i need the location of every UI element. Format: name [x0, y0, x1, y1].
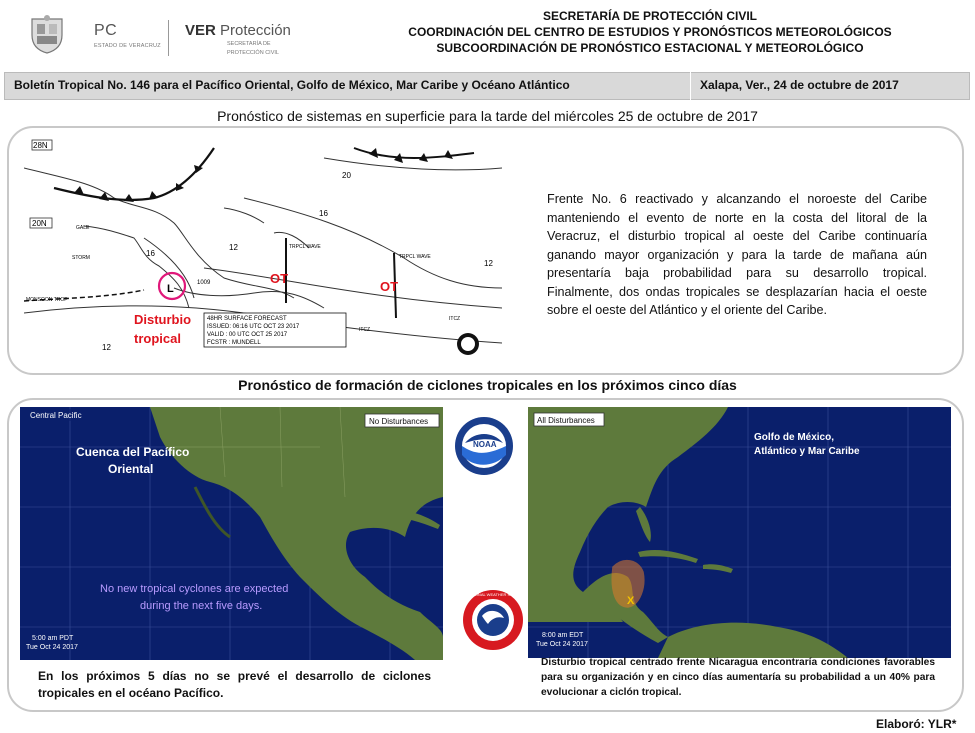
pacific-region-label: Central Pacific: [30, 411, 82, 420]
map1-isobar-label: 16: [146, 249, 155, 258]
map1-lat-label: 28N: [33, 141, 48, 150]
pacific-message: during the next five days.: [140, 600, 263, 612]
pc-logo: [94, 22, 161, 49]
pc-subtitle: ESTADO DE VERACRUZ: [94, 43, 161, 49]
map1-isobar-label: 16: [319, 209, 328, 218]
atlantic-description: Disturbio tropical centrado frente Nicaragua encontraría condiciones favorables para su organización y en cinco días aumentaría su probabilidad a un 40% para evolucionar a ciclón tropical.: [541, 657, 935, 698]
pc-title: PC: [94, 22, 118, 39]
map1-text-label: STORM: [72, 255, 90, 261]
ver-proteccion-logo: [185, 22, 291, 57]
agency-line-1: SECRETARÍA DE PROTECCIÓN CIVIL: [542, 9, 757, 23]
pacific-status-box: No Disturbances: [369, 417, 429, 426]
map1-text-label: MONSOON TROF: [26, 297, 68, 303]
logo-divider: [168, 20, 169, 56]
pacific-basin-label: Oriental: [108, 462, 154, 476]
bulletin-divider: [690, 72, 691, 100]
nws-label: NATIONAL WEATHER SERVICE: [466, 592, 524, 597]
atlantic-outlook-map: [528, 407, 951, 658]
agency-header: [390, 8, 910, 56]
atlantic-basin-label: Atlántico y Mar Caribe: [754, 446, 860, 457]
map1-isobar-label: 12: [484, 259, 493, 268]
pacific-message: No new tropical cyclones are expected: [100, 583, 289, 595]
nws-logo-icon: [462, 588, 524, 652]
agency-line-2: COORDINACIÓN DEL CENTRO DE ESTUDIOS Y PRONÓSTICOS METEOROLÓGICOS: [408, 25, 892, 39]
map1-isobar-label: 12: [102, 343, 111, 352]
bulletin-title: Boletín Tropical No. 146 para el Pacífico Oriental, Golfo de México, Mar Caribe y Océano Atlántico: [14, 78, 570, 92]
map1-text-label: GALE: [76, 225, 90, 231]
tropical-wave-label: OT: [270, 271, 289, 286]
noaa-label: NOAA: [473, 440, 497, 449]
map1-isobar-label: 20: [342, 171, 351, 180]
pacific-description: En los próximos 5 días no se prevé el desarrollo de ciclones tropicales en el océano Pacífico.: [38, 669, 431, 700]
agency-line-3: SUBCOORDINACIÓN DE PRONÓSTICO ESTACIONAL Y METEOROLÓGICO: [436, 41, 864, 55]
map1-text-label: ITCZ: [359, 327, 371, 333]
pacific-basin-label: Cuenca del Pacífico: [76, 445, 190, 459]
author-credit: Elaboró: YLR*: [876, 717, 957, 731]
bulletin-place-date: Xalapa, Ver., 24 de octubre de 2017: [700, 78, 899, 92]
disturbance-marker-x: X: [627, 595, 635, 607]
section1-title: Pronóstico de sistemas en superficie para la tarde del miércoles 25 de octubre de 2017: [217, 108, 758, 124]
ver-title-bold: VER: [185, 22, 216, 39]
surface-forecast-map: [24, 138, 502, 360]
ver-title-rest: Protección: [220, 22, 291, 39]
ver-subtitle-1: SECRETARÍA DE: [227, 41, 271, 47]
map1-isobar-label: 12: [229, 243, 238, 252]
map1-lat-label: 20N: [32, 219, 47, 228]
pacific-date: Tue Oct 24 2017: [26, 644, 78, 651]
map1-text-label: TRPCL WAVE: [399, 254, 431, 260]
ver-subtitle-2: PROTECCIÓN CIVIL: [227, 50, 279, 56]
atlantic-time: 8:00 am EDT: [542, 632, 584, 639]
forecast-box-line: FCSTR : MUNDELL: [207, 340, 261, 346]
disturbance-label: Disturbio: [134, 312, 192, 327]
map1-text-label: ITCZ: [449, 316, 461, 322]
disturbance-label: tropical: [134, 331, 181, 346]
noaa-logo-icon: [453, 413, 515, 479]
pacific-outlook-map: [20, 407, 443, 660]
map1-text-label: TRPCL WAVE: [289, 244, 321, 250]
forecast-box-line: VALID : 00 UTC OCT 25 2017: [207, 332, 288, 338]
section2-title: Pronóstico de formación de ciclones tropicales en los próximos cinco días: [238, 377, 737, 393]
veracruz-shield-icon: [26, 15, 68, 55]
map1-isobar-label: 1009: [197, 280, 211, 286]
forecast-box-line: 48HR SURFACE FORECAST: [207, 316, 287, 322]
section1-description: Frente No. 6 reactivado y alcanzando el noroeste del Caribe manteniendo el evento de norte en la costa del litoral de la Veracruz, el disturbio tropical al oeste del Caribe continuaría ganando mayor organización y para la tarde de mañana aún presentaría baja probabilidad para su desarrollo tropical. Finalmente, dos ondas tropicales se desplazarían hacia el oeste sobre el oeste del Atlántico y el oriente del Caribe.: [547, 192, 927, 317]
atlantic-status-box: All Disturbances: [537, 416, 595, 425]
atlantic-basin-label: Golfo de México,: [754, 432, 835, 443]
forecast-box-line: ISSUED: 06:16 UTC OCT 23 2017: [207, 324, 300, 330]
pacific-time: 5:00 am PDT: [32, 635, 74, 642]
atlantic-date: Tue Oct 24 2017: [536, 641, 588, 648]
low-pressure-symbol: L: [167, 283, 174, 295]
tropical-wave-label: OT: [380, 279, 399, 294]
